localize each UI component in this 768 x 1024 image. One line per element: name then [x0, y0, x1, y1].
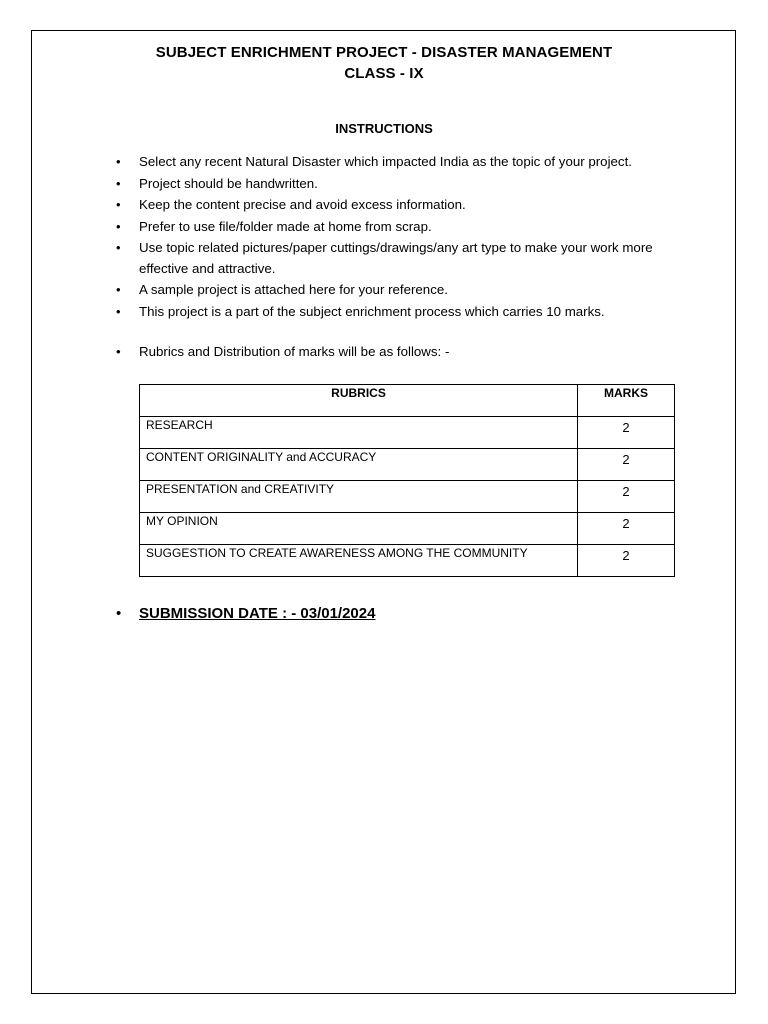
instruction-item — [116, 152, 686, 173]
bullet-icon: • — [116, 218, 121, 234]
submission-date — [116, 603, 375, 625]
instruction-item — [116, 238, 686, 279]
bullet-icon: • — [116, 605, 122, 622]
marks-column-header: MARKS — [578, 385, 675, 417]
rubrics-table — [139, 384, 675, 577]
criterion-cell: MY OPINION — [140, 513, 578, 545]
criterion-cell: SUGGESTION TO CREATE AWARENESS AMONG THE COMMUNITY — [140, 545, 578, 577]
criterion-cell: RESEARCH — [140, 417, 578, 449]
bullet-icon: • — [116, 175, 121, 191]
bullet-icon: • — [116, 197, 121, 212]
table-row — [140, 481, 675, 513]
instruction-text: Use topic related pictures/paper cuttings/drawings/any art type to make your work more effective and attractive. — [139, 240, 653, 276]
marks-cell: 2 — [578, 513, 675, 545]
bullet-icon: • — [116, 303, 121, 319]
instruction-item — [116, 195, 686, 216]
criterion-cell: CONTENT ORIGINALITY and ACCURACY — [140, 449, 578, 481]
rubrics-column-header: RUBRICS — [140, 385, 578, 417]
document-title: SUBJECT ENRICHMENT PROJECT - DISASTER MANAGEMENT — [155, 44, 613, 61]
instruction-item — [116, 174, 686, 195]
instruction-text: Project should be handwritten. — [139, 175, 318, 191]
bullet-icon: • — [116, 240, 121, 255]
submission-date-text: SUBMISSION DATE : - 03/01/2024 — [139, 605, 376, 622]
rubric-note-text: Rubrics and Distribution of marks will be as follows: - — [139, 344, 450, 359]
table-row — [140, 545, 675, 577]
instruction-item — [116, 302, 686, 323]
instructions-heading: INSTRUCTIONS — [335, 121, 433, 136]
instruction-text: This project is a part of the subject enrichment process which carries 10 marks. — [139, 303, 605, 319]
bullet-icon: • — [116, 344, 121, 359]
instruction-text: Prefer to use file/folder made at home from scrap. — [139, 218, 432, 234]
marks-cell: 2 — [578, 545, 675, 577]
instruction-text: Select any recent Natural Disaster which impacted India as the topic of your project. — [139, 154, 632, 169]
instruction-item — [116, 280, 686, 301]
instructions-list — [116, 152, 686, 323]
table-row — [140, 513, 675, 545]
rubric-note — [116, 342, 449, 362]
table-header-row — [140, 385, 675, 417]
table-row — [140, 417, 675, 449]
bullet-icon: • — [116, 282, 121, 297]
bullet-icon: • — [116, 154, 121, 169]
table-row — [140, 449, 675, 481]
marks-cell: 2 — [578, 449, 675, 481]
instruction-text: A sample project is attached here for your reference. — [139, 282, 448, 297]
instruction-item — [116, 217, 686, 238]
class-label: CLASS - IX — [344, 65, 424, 82]
instruction-text: Keep the content precise and avoid excess information. — [139, 197, 466, 212]
marks-cell: 2 — [578, 417, 675, 449]
marks-cell: 2 — [578, 481, 675, 513]
criterion-cell: PRESENTATION and CREATIVITY — [140, 481, 578, 513]
